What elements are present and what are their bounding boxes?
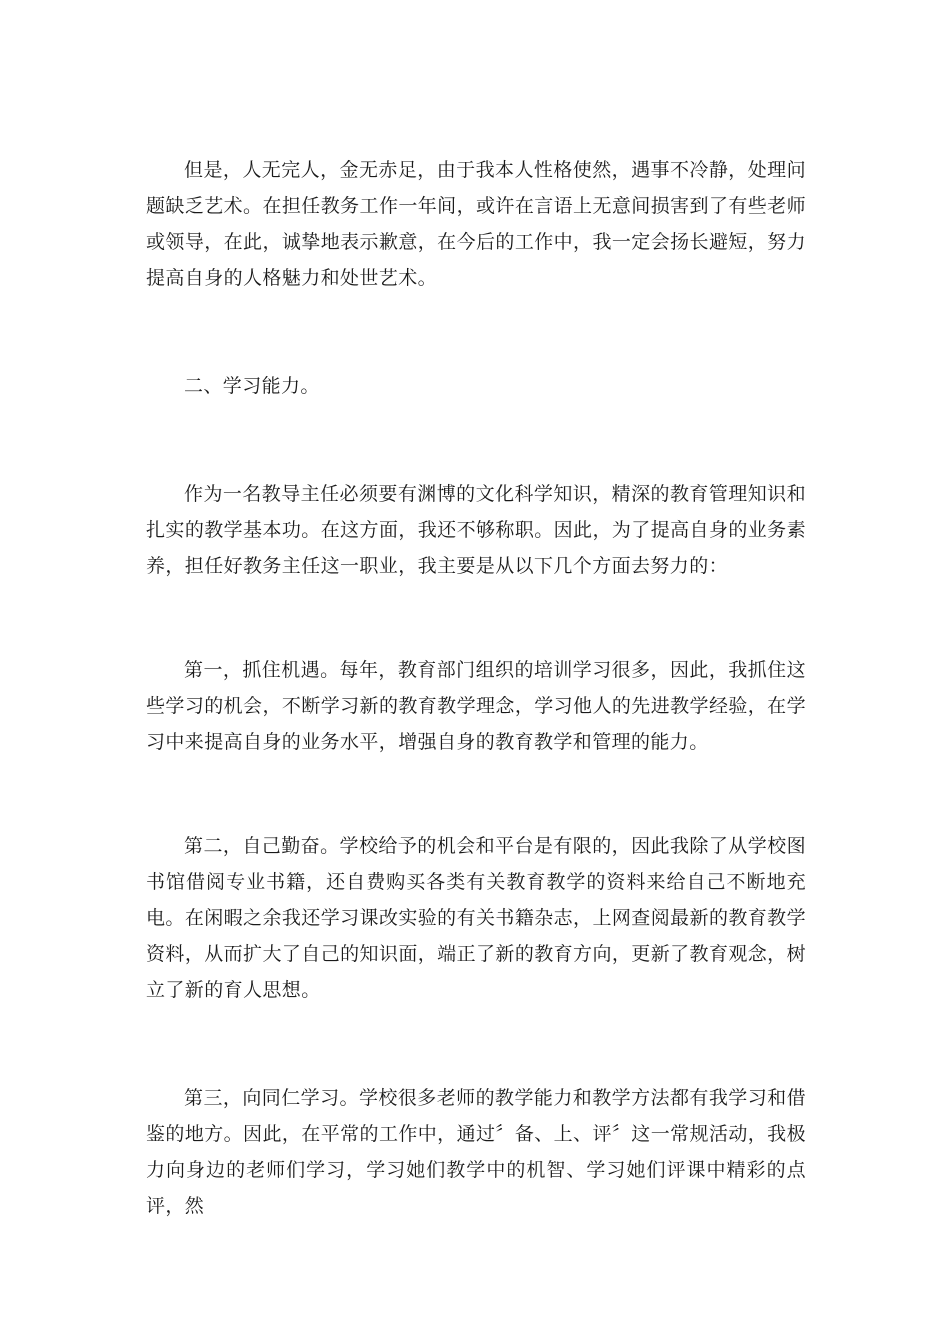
paragraph-learning-intro: 作为一名教导主任必须要有渊博的文化科学知识，精深的教育管理知识和扎实的教学基本功。在这方面，我还不够称职。因此，为了提高自身的业务素养，担任好教务主任这一职业，我主要是从以下几个方面去努力的： xyxy=(146,483,806,577)
paragraph-point-three: 第三，向同仁学习。学校很多老师的教学能力和教学方法都有我学习和借鉴的地方。因此，在平常的工作中，通过〞备、上、评〞这一常规活动，我极力向身边的老师们学习，学习她们教学中的机智、学习她们评课中精彩的点评，然 xyxy=(146,1087,806,1217)
paragraph-point-two: 第二，自己勤奋。学校给予的机会和平台是有限的，因此我除了从学校图书馆借阅专业书籍，还自费购买各类有关教育教学的资料来给自己不断地充电。在闲暇之余我还学习课改实验的有关书籍杂志，上网查阅最新的教育教学资料，从而扩大了自己的知识面，端正了新的教育方向，更新了教育观念，树立了新的育人思想。 xyxy=(146,835,806,1001)
paragraph-shortcomings: 但是，人无完人，金无赤足，由于我本人性格使然，遇事不冷静，处理问题缺乏艺术。在担任教务工作一年间，或许在言语上无意间损害到了有些老师或领导，在此，诚挚地表示歉意，在今后的工作中，我一定会扬长避短，努力提高自身的人格魅力和处世艺术。 xyxy=(146,159,806,289)
section-heading-learning-ability: 二、学习能力。 xyxy=(184,375,320,397)
paragraph-point-one: 第一，抓住机遇。每年，教育部门组织的培训学习很多，因此，我抓住这些学习的机会，不断学习新的教育教学理念，学习他人的先进教学经验，在学习中来提高自身的业务水平，增强自身的教育教学和管理的能力。 xyxy=(146,659,806,753)
